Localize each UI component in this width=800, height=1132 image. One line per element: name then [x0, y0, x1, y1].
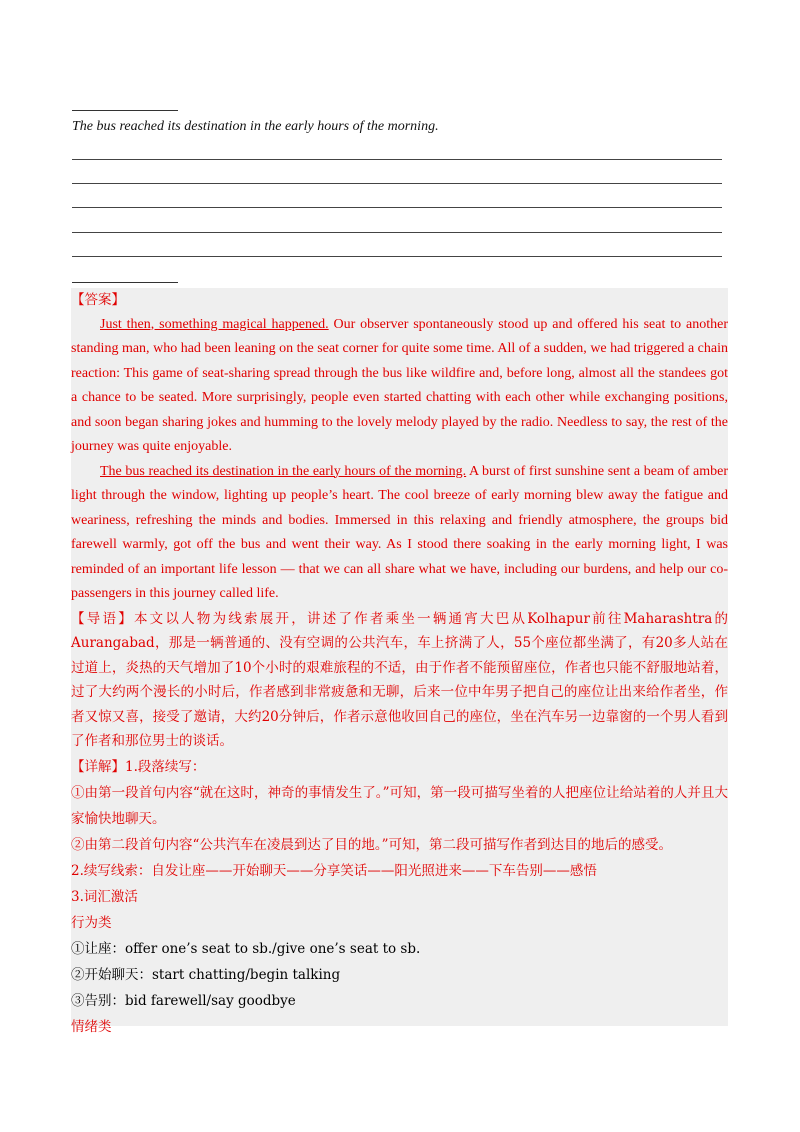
answer-paragraph-1 [71, 313, 728, 460]
writing-line [72, 159, 722, 160]
guide-paragraph [71, 607, 728, 754]
behavior-heading: 行为类 [71, 914, 112, 931]
behavior-item-2: ②开始聊天：start chatting/begin talking [71, 966, 341, 983]
paragraph-2-opening: The bus reached its destination in the early hours of the morning. [100, 463, 467, 479]
answer-section [71, 288, 729, 1035]
answer-paragraph-2 [71, 460, 728, 607]
top-short-rule [72, 110, 178, 111]
paragraph-1-opening: Just then, something magical happened. [100, 316, 329, 332]
detail-heading-1: 1.段落续写： [125, 758, 206, 775]
bottom-short-rule [72, 282, 178, 283]
writing-line [72, 207, 722, 208]
detail-point-2: ②由第二段首句内容“公共汽车在凌晨到达了目的地。”可知，第二段可描写作者到达目的地后的感受。 [71, 836, 673, 853]
paragraph-1-body: Our observer spontaneously stood up and offered his seat to another standing man, who had been leaning on the seat corner for quite some time. All of a sudden, we had triggered a chain reaction: This game of seat-sharing spread through the bus like wildfire and, before long, almost all the standees got a chance to be seated. More surprisingly, people even started chatting with each other while exchanging positions, and soon began sharing jokes and humming to the lovely melody played by the radio. Needless to say, the rest of the journey was quite enjoyable. [71, 316, 728, 454]
behavior-item-1: ①让座：offer one’s seat to sb./give one’s seat to sb. [71, 940, 421, 957]
writing-line [72, 256, 722, 257]
paragraph-2-body: A burst of first sunshine sent a beam of amber light through the window, lighting up people’s heart. The cool breeze of early morning blew away the fatigue and weariness, refreshing the minds and bodies. Immersed in this relaxing and friendly atmosphere, the groups bid farewell warmly, got off the bus and went their way. As I stood there soaking in the early morning light, I was reminded of an important life lesson — that we can all share what we have, including our burdens, and help our co-passengers in this journey called life. [71, 463, 728, 601]
writing-line [72, 232, 722, 233]
detail-tag: 【详解】 [71, 758, 125, 775]
continuation-prompt: The bus reached its destination in the early hours of the morning. [72, 119, 439, 134]
emotion-heading: 情绪类 [71, 1018, 112, 1035]
detail-heading [71, 754, 728, 780]
answer-tag: 【答案】 [71, 292, 125, 308]
guide-text: 本文以人物为线索展开，讲述了作者乘坐一辆通宵大巴从Kolhapur前往Maharashtra的Aurangabad，那是一辆普通的、没有空调的公共汽车，车上挤满了人，55个座位都坐满了，有20多人站在过道上，炎热的天气增加了10个小时的艰难旅程的不适，由于作者不能预留座位，作者也只能不舒服地站着，过了大约两个漫长的小时后，作者感到非常疲惫和无聊，后来一位中年男子把自己的座位让出来给作者坐，作者又惊又喜，接受了邀请，大约20分钟后，作者示意他收回自己的座位，坐在汽车另一边靠窗的一个男人看到了作者和那位男士的谈话。 [71, 610, 729, 749]
behavior-item-3: ③告别：bid farewell/say goodbye [71, 992, 296, 1009]
vocab-heading: 3.词汇激活 [71, 888, 138, 905]
guide-tag: 【导语】 [71, 610, 134, 627]
writing-line [72, 183, 722, 184]
detail-point-1: ①由第一段首句内容“就在这时，神奇的事情发生了。”可知，第一段可描写坐着的人把座位让给站着的人并且大家愉快地聊天。 [71, 784, 728, 827]
continuation-clue: 2.续写线索：自发让座——开始聊天——分享笑话——阳光照进来——下车告别——感悟 [71, 862, 597, 879]
